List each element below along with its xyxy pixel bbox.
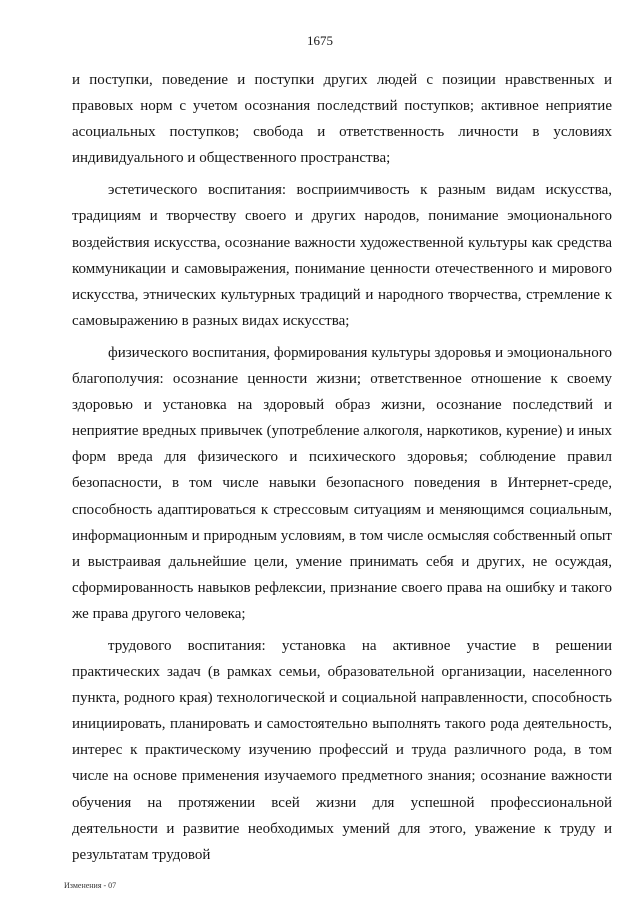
paragraph-physical-education: физического воспитания, формирования культуры здоровья и эмоционального благополучия: осознание ценности жизни; ответственное отношение к своему здоровью и установка на здоровый образ жизни, осознание последствий и неприятие вредных привычек (употребление алкоголя, наркотиков, курение) и иных форм вреда для физического и психического здоровья; соблюдение правил безопасности, в том числе навыки безопасного поведения в Интернет-среде, способность адаптироваться к стрессовым ситуациям и меняющимся социальным, информационным и природным условиям, в том числе осмысляя собственный опыт и выстраивая дальнейшие цели, умение принимать себя и других, не осуждая, сформированность навыков рефлексии, признание своего права на ошибку и такого же права другого человека;	[72, 344, 612, 622]
paragraph-moral-continuation: и поступки, поведение и поступки других людей с позиции нравственных и правовых норм с учетом осознания последствий поступков; активное неприятие асоциальных поступков; свобода и ответственность личности в условиях индивидуального и общественного пространства;	[72, 72, 612, 167]
document-body	[72, 67, 612, 868]
paragraph-aesthetic-education: эстетического воспитания: восприимчивость к разным видам искусства, традициям и творчеству своего и других народов, понимание эмоционального воздействия искусства, осознание важности художественной культуры как средства коммуникации и самовыражения, понимание ценности отечественного и мирового искусства, этнических культурных традиций и народного творчества, стремление к самовыражению в разных видах искусства;	[72, 182, 612, 329]
page-number: 1675	[307, 33, 333, 48]
revision-footer: Изменения - 07	[64, 881, 117, 890]
paragraph-labor-education: трудового воспитания: установка на активное участие в решении практических задач (в рамках семьи, образовательной организации, населенного пункта, родного края) технологической и социальной направленности, способность инициировать, планировать и самостоятельно выполнять такого рода деятельность, интерес к практическому изучению профессий и труда различного рода, в том числе на основе применения изучаемого предметного знания; осознание важности обучения на протяжении всей жизни для успешной профессиональной деятельности и развитие необходимых умений для этого, уважение к труду и результатам трудовой	[72, 637, 612, 863]
